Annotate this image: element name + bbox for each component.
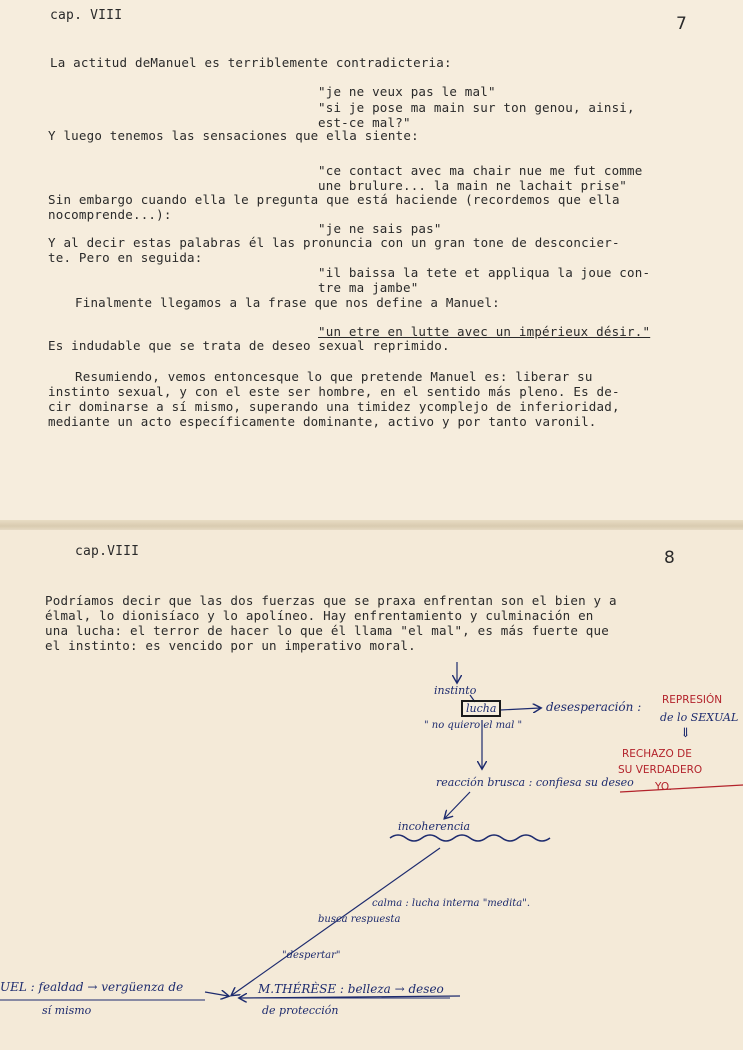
hw-no-quiero: " no quiero el mal " — [424, 720, 523, 731]
hw-lucha-box: lucha — [461, 700, 501, 717]
page-number: 8 — [664, 548, 675, 568]
chapter-header: cap. VIII — [50, 8, 123, 23]
arrow-manuel — [205, 992, 228, 996]
hw-arrow-down: ⇓ — [680, 726, 691, 741]
hw-despertar: "despertar" — [282, 950, 341, 961]
scribble — [390, 835, 550, 841]
hw-desesperacion: desesperación : — [546, 700, 642, 714]
hw-de-lo-sexual: de lo SEXUAL — [660, 711, 739, 724]
text-line: Resumiendo, vemos entoncesque lo que pretende Manuel es: liberar su — [75, 369, 593, 384]
text-line: Y luego tenemos las sensaciones que ella siente: — [48, 128, 419, 143]
hw-proteccion: de protección — [262, 1004, 339, 1017]
red-underline — [620, 785, 743, 792]
page-number: 7 — [676, 14, 687, 34]
hw-incoherencia: incoherencia — [398, 820, 471, 833]
hw-su-verdadero: SU VERDADERO — [618, 764, 703, 776]
quote-line: "je ne sais pas" — [318, 221, 442, 236]
page-8 — [0, 530, 743, 1050]
hw-manuel: UEL : fealdad → vergüenza de — [0, 980, 184, 994]
hw-calma: calma : lucha interna "medita". — [372, 898, 531, 909]
quote-line: "je ne veux pas le mal" — [318, 84, 496, 99]
text-line: Sin embargo cuando ella le pregunta que está haciende (recordemos que ella — [48, 192, 620, 207]
page-7 — [0, 0, 743, 522]
text-line: Podríamos decir que las dos fuerzas que se praxa enfrentan son el bien y a — [45, 593, 617, 608]
quote-line: "si je pose ma main sur ton genou, ainsi, — [318, 100, 635, 115]
hw-therese: M.THÉRÈSE : belleza → deseo — [258, 982, 444, 996]
text-line: una lucha: el terror de hacer lo que él llama "el mal", es más fuerte que — [45, 623, 609, 638]
quote-line: une brulure... la main ne lachait prise" — [318, 178, 628, 193]
text-line: te. Pero en seguida: — [48, 250, 203, 265]
text-line: cir dominarse a sí mismo, superando una timidez ycomplejo de inferioridad, — [48, 399, 620, 414]
quote-line-underlined: "un etre en lutte avec un impérieux désir." — [318, 324, 651, 339]
hw-rechazo: RECHAZO DE — [622, 748, 692, 760]
hw-si-mismo: sí mismo — [42, 1004, 92, 1017]
hw-busca: busca respuesta — [318, 914, 401, 925]
text-line: Finalmente llegamos a la frase que nos define a Manuel: — [75, 295, 500, 310]
text-line: élmal, lo dionisíaco y lo apolíneo. Hay enfrentamiento y culminación en — [45, 608, 594, 623]
handwritten-diagram — [0, 530, 743, 1050]
text-line: nocomprende...): — [48, 207, 172, 222]
hw-represion: REPRESIÓN — [662, 694, 723, 706]
text-line: La actitud deManuel es terriblemente contradicteria: — [50, 55, 452, 70]
hw-instinto: instinto — [434, 684, 477, 697]
chapter-header: cap.VIII — [75, 544, 140, 559]
text-line: el instinto: es vencido por un imperativo moral. — [45, 638, 416, 653]
text-line: Y al decir estas palabras él las pronuncia con un gran tone de desconcier- — [48, 235, 620, 250]
text-line: Es indudable que se trata de deseo sexual reprimido. — [48, 338, 450, 353]
hw-reaccion: reacción brusca : confiesa su deseo — [436, 776, 634, 789]
quote-line: "ce contact avec ma chair nue me fut comme — [318, 163, 643, 178]
quote-line: tre ma jambe" — [318, 280, 419, 295]
quote-line: "il baissa la tete et appliqua la joue con- — [318, 265, 651, 280]
text-line: mediante un acto específicamente dominante, activo y por tanto varonil. — [48, 414, 597, 429]
quote-line: est-ce mal?" — [318, 115, 411, 130]
hw-yo: YO. — [655, 781, 673, 793]
arrow-incoherencia — [445, 792, 470, 818]
text-line: instinto sexual, y con el este ser hombre, en el sentido más pleno. Es de- — [48, 384, 620, 399]
arrow-right-desesperacion — [500, 708, 540, 710]
